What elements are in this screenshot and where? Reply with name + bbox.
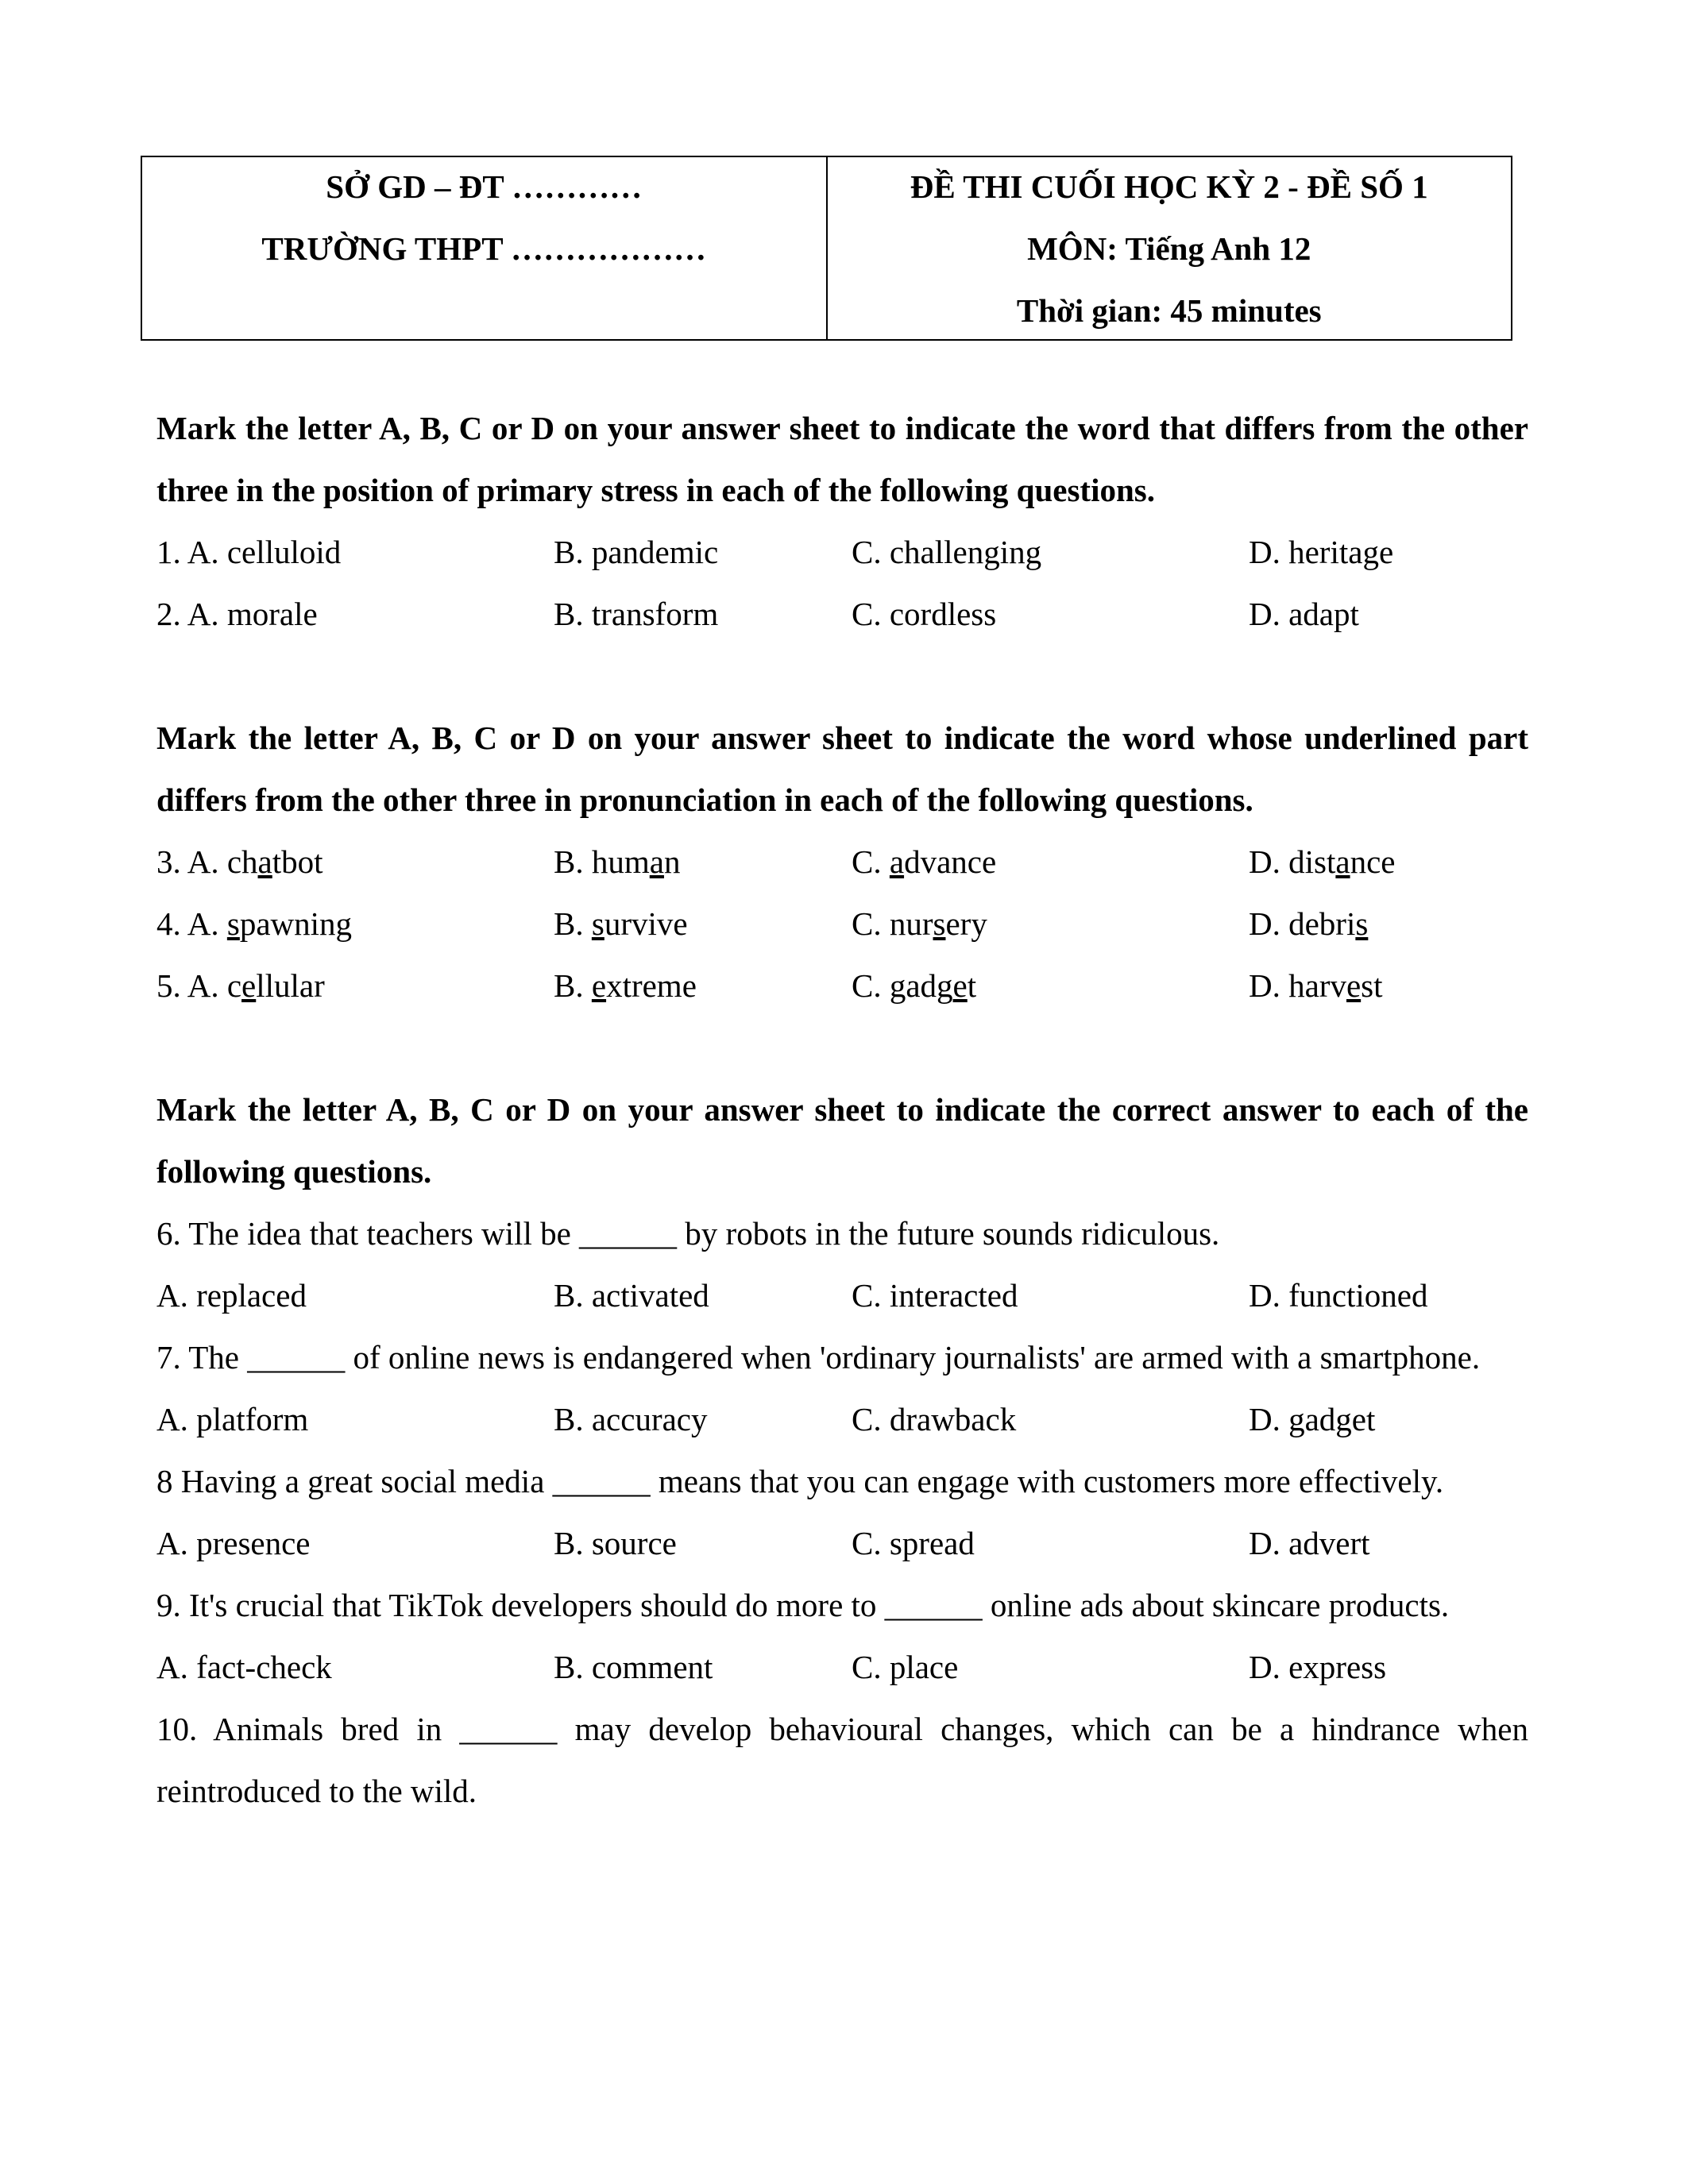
underlined-part: s <box>226 905 240 942</box>
underlined-part: s <box>1355 905 1369 942</box>
question-row <box>156 521 1528 583</box>
section-spacer <box>156 645 1528 707</box>
question-row <box>156 1636 1528 1698</box>
header-right-cell <box>828 157 1512 339</box>
option-c: C. gadget <box>852 967 977 1004</box>
department-line: SỞ GD – ĐT ………… <box>326 168 643 205</box>
option-c: C. interacted <box>852 1277 1018 1314</box>
option-c: C. cordless <box>852 596 997 632</box>
option-d: D. debris <box>1249 905 1369 942</box>
question-stem: 8 Having a great social media ______ means that you can engage with customers more effectively. <box>156 1463 1444 1499</box>
section3-instruction: Mark the letter A, B, C or D on your answer sheet to indicate the correct answer to each of the following questions. <box>156 1091 1528 1190</box>
option-a: A. presence <box>156 1525 311 1561</box>
option-c: C. nursery <box>852 905 987 942</box>
option-c: C. place <box>852 1649 959 1685</box>
option-b: B. source <box>554 1525 677 1561</box>
question-row <box>156 893 1528 955</box>
section2-instruction: Mark the letter A, B, C or D on your answer sheet to indicate the word whose underlined part differs from the other three in pronunciation in each of the following questions. <box>156 720 1528 818</box>
question-stem: 6. The idea that teachers will be ______ by robots in the future sounds ridiculous. <box>156 1215 1220 1252</box>
option-a: 4. A. spawning <box>156 905 353 942</box>
question-row <box>156 955 1528 1017</box>
option-b: B. survive <box>554 905 688 942</box>
option-a: 1. A. celluloid <box>156 534 342 570</box>
exam-content <box>156 397 1528 1822</box>
option-c: C. drawback <box>852 1401 1017 1437</box>
option-b: B. transform <box>554 596 719 632</box>
question-row <box>156 583 1528 645</box>
question-stem: 7. The ______ of online news is endangered when 'ordinary journalists' are armed with a smartphone. <box>156 1339 1481 1376</box>
section1-instruction: Mark the letter A, B, C or D on your answer sheet to indicate the word that differs from the other three in the position of primary stress in each of the following questions. <box>156 410 1528 508</box>
option-d: D. harvest <box>1249 967 1383 1004</box>
question-row <box>156 1388 1528 1450</box>
option-b: B. comment <box>554 1649 713 1685</box>
underlined-part: e <box>241 967 257 1004</box>
option-d: D. adapt <box>1249 596 1359 632</box>
question-stem: 9. It's crucial that TikTok developers should do more to ______ online ads about skincare products. <box>156 1587 1450 1623</box>
time-line: Thời gian: 45 minutes <box>1016 292 1322 329</box>
option-c: C. spread <box>852 1525 975 1561</box>
question-stem: 10. Animals bred in ______ may develop behavioural changes, which can be a hindrance when reintroduced to the wild. <box>156 1711 1528 1809</box>
option-d: D. advert <box>1249 1525 1370 1561</box>
option-b: B. activated <box>554 1277 709 1314</box>
option-b: B. pandemic <box>554 534 719 570</box>
option-a: 3. A. chatbot <box>156 843 323 880</box>
option-c: C. advance <box>852 843 997 880</box>
option-b: B. human <box>554 843 681 880</box>
question-row <box>156 831 1528 893</box>
underlined-part: a <box>1335 843 1350 880</box>
underlined-part: e <box>1346 967 1362 1004</box>
option-a: A. platform <box>156 1401 309 1437</box>
underlined-part: a <box>889 843 905 880</box>
school-line: TRƯỜNG THPT ……………… <box>261 230 707 267</box>
section-spacer <box>156 1017 1528 1078</box>
header-table <box>141 156 1512 341</box>
underlined-part: s <box>591 905 605 942</box>
header-left-cell <box>142 157 828 339</box>
subject-line: MÔN: Tiếng Anh 12 <box>1027 230 1311 267</box>
underlined-part: s <box>933 905 946 942</box>
exam-title: ĐỀ THI CUỐI HỌC KỲ 2 - ĐỀ SỐ 1 <box>910 168 1428 205</box>
option-b: B. extreme <box>554 967 697 1004</box>
option-a: A. replaced <box>156 1277 307 1314</box>
option-d: D. functioned <box>1249 1277 1428 1314</box>
underlined-part: a <box>257 843 272 880</box>
option-a: 2. A. morale <box>156 596 318 632</box>
option-d: D. heritage <box>1249 534 1394 570</box>
question-row <box>156 1512 1528 1574</box>
underlined-part: e <box>952 967 968 1004</box>
option-d: D. distance <box>1249 843 1396 880</box>
underlined-part: a <box>649 843 664 880</box>
option-c: C. challenging <box>852 534 1042 570</box>
option-a: 5. A. cellular <box>156 967 325 1004</box>
option-a: A. fact-check <box>156 1649 332 1685</box>
underlined-part: e <box>591 967 607 1004</box>
option-d: D. gadget <box>1249 1401 1376 1437</box>
option-d: D. express <box>1249 1649 1387 1685</box>
question-row <box>156 1264 1528 1326</box>
option-b: B. accuracy <box>554 1401 708 1437</box>
